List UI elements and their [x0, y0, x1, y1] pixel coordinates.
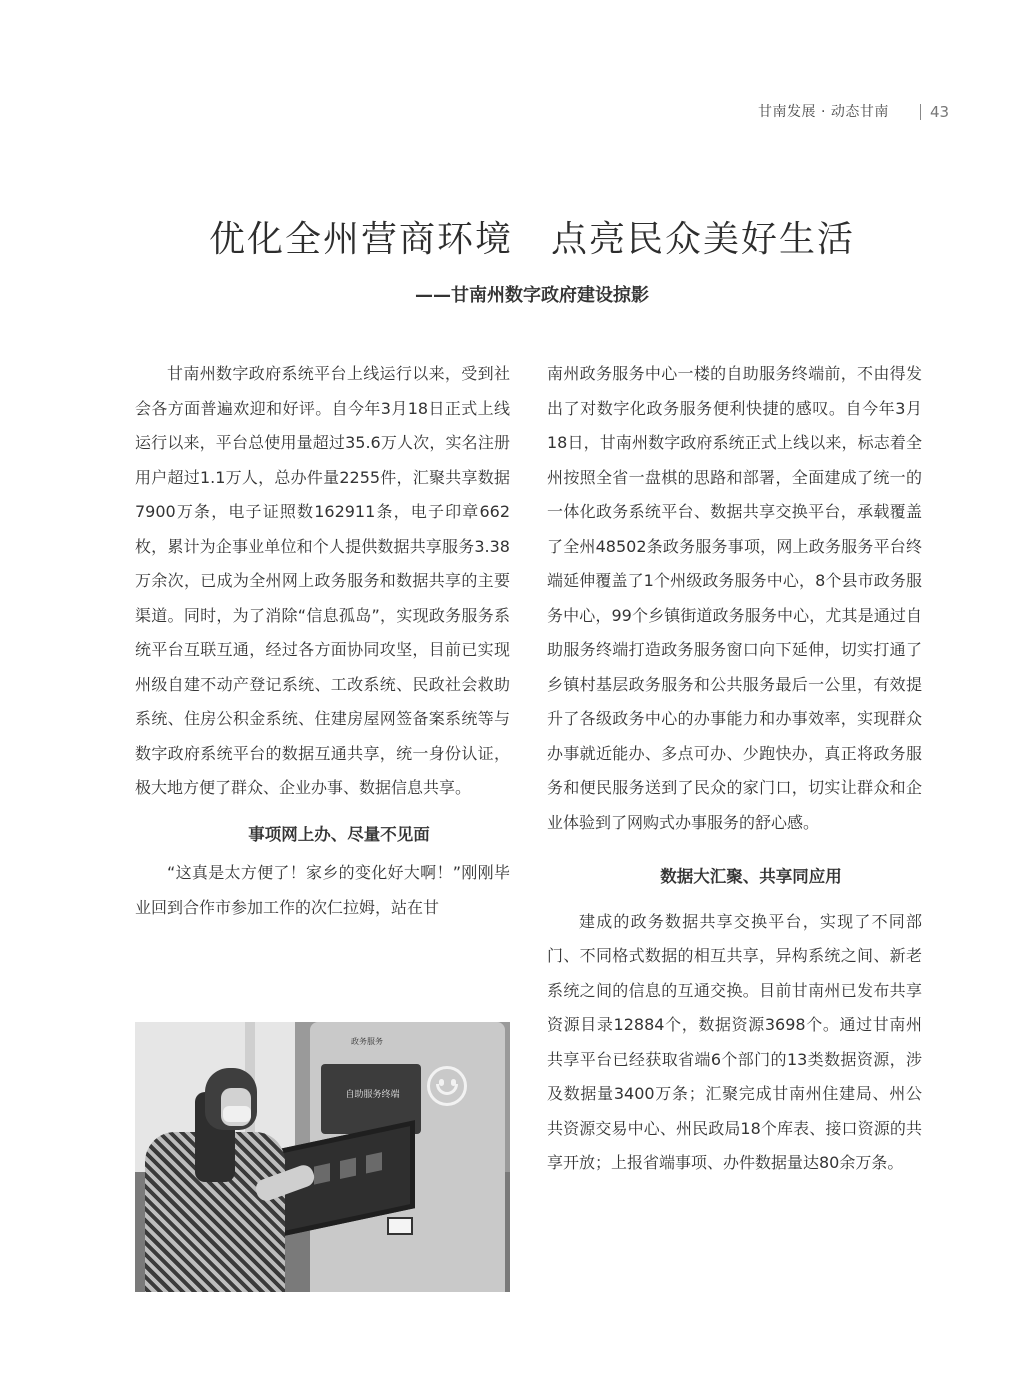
paragraph: 甘南州数字政府系统平台上线运行以来，受到社会各方面普遍欢迎和好评。自今年3月18日正式上线运行以来，平台总使用量超过35.6万人次，实名注册用户超过1.1万人，总办件量2255件，汇聚共享数据7900万条，电子证照数162911条，电子印章662枚，累计为企事业单位和个人提供数据共享服务3.38万余次，已成为全州网上政务服务和数据共享的主要渠道。同时，为了消除“信息孤岛”，实现政务服务系统平台互联互通，经过各方面协同攻坚，目前已实现州级自建不动产登记系统、工改系统、民政社会救助系统、住房公积金系统、住建房屋网签备案系统等与数字政府系统平台的数据互通共享，统一身份认证，极大地方便了群众、企业办事、数据信息共享。 [135, 364, 510, 797]
screen-tile [340, 1158, 356, 1179]
screen-tile [314, 1163, 330, 1184]
face-mask [223, 1106, 251, 1122]
header-divider [920, 104, 921, 120]
page-number: 43 [930, 103, 950, 121]
running-head [700, 100, 960, 124]
section-heading: 数据大汇聚、共享同应用 [660, 867, 842, 886]
screen-tile [366, 1152, 382, 1173]
kiosk-top-label: 政务服务 [351, 1037, 383, 1046]
card-reader [387, 1217, 413, 1235]
kiosk-label: 自助服务终端 [345, 1090, 400, 1100]
section-title: 甘南发展 · 动态甘南 [758, 104, 889, 120]
paragraph: 建成的政务数据共享交换平台，实现了不同部门、不同格式数据的相互共享，异构系统之间、新老系统之间的信息的互通交换。目前甘南州已发布共享资源目录12884个，数据资源3698个。通过甘南州共享平台已经获取省端6个部门的13类数据资源，涉及数据量3400万条；汇聚完成甘南州住建局、州公共资源交易中心、州民政局18个库表、接口资源的共享开放；上报省端事项、办件数据量达80余万条。 [547, 911, 922, 1172]
kiosk-photo [135, 1022, 510, 1292]
paragraph: “这真是太方便了！家乡的变化好大啊！”刚刚毕业回到合作市参加工作的次仁拉姆，站在甘 [135, 863, 510, 917]
left-column [135, 357, 510, 925]
paragraph: 南州政务服务中心一楼的自助服务终端前，不由得发出了对数字化政务服务便利快捷的感叹。自今年3月18日，甘南州数字政府系统正式上线以来，标志着全州按照全省一盘棋的思路和部署，全面建成了统一的一体化政务系统平台、数据共享交换平台，承载覆盖了全州48502条政务服务事项，网上政务服务平台终端延伸覆盖了1个州级政务服务中心，8个县市政务服务中心，99个乡镇街道政务服务中心，尤其是通过自助服务终端打造政务服务窗口向下延伸，切实打通了乡镇村基层政务服务和公共服务最后一公里，有效提升了各级政务中心的办事能力和办事效率，实现群众办事就近能办、多点可办、少跑快办，真正将政务服务和便民服务送到了民众的家门口，切实让群众和企业体验到了网购式办事服务的舒心感。 [547, 364, 922, 832]
article-title: 优化全州营商环境 点亮民众美好生活 [208, 219, 855, 260]
right-column [547, 357, 922, 1181]
section-heading: 事项网上办、尽量不见面 [248, 824, 430, 844]
article-subtitle: ——甘南州数字政府建设掠影 [415, 285, 649, 306]
